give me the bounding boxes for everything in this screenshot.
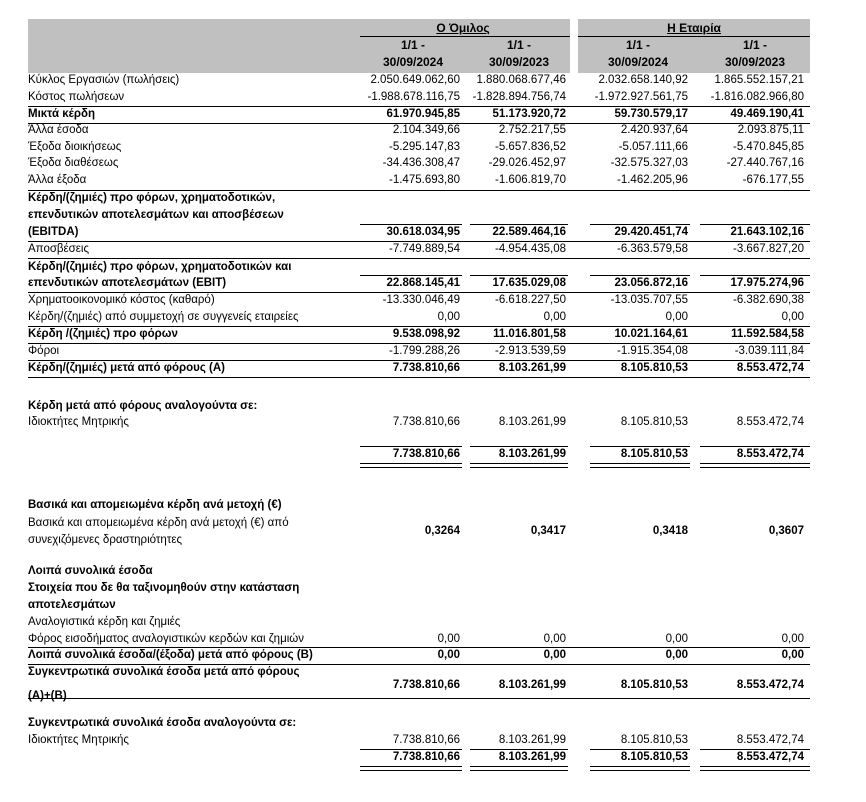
row-value: 0,00 — [781, 633, 804, 645]
row-value: 0,3607 — [768, 525, 804, 537]
row-value: -13.330.046,49 — [382, 294, 460, 306]
table-row — [0, 106, 866, 123]
row-value: 8.105.810,53 — [620, 751, 688, 763]
row-value: 2.032.658.140,92 — [598, 74, 688, 86]
table-row — [0, 647, 866, 664]
row-value: 8.105.810,53 — [620, 416, 688, 428]
row-value: 2.752.217,55 — [498, 124, 566, 136]
row-value: 1.880.068.677,46 — [476, 74, 566, 86]
row-value: 22.868.145,41 — [386, 277, 460, 289]
row-value: -1.606.819,70 — [495, 174, 566, 186]
row-value: 0,00 — [437, 311, 460, 323]
row-value: 21.643.102,16 — [730, 226, 804, 238]
row-label: Κέρδη μετά από φόρους αναλογούντα σε: — [28, 400, 258, 412]
table-row — [0, 259, 866, 276]
row-label: Λοιπά συνολικά έσοδα — [28, 565, 153, 577]
col-header-line2: 30/09/2023 — [488, 55, 550, 69]
row-value: 2.050.649.062,60 — [370, 74, 460, 86]
row-value: -5.057.111,66 — [618, 141, 688, 153]
double-rule — [360, 766, 462, 771]
rule — [28, 326, 810, 327]
row-value: -2.913.539,59 — [495, 345, 566, 357]
col-header-group-2023 — [468, 37, 570, 73]
row-value: 0,00 — [543, 311, 566, 323]
row-label: Λοιπά συνολικά έσοδα/(έξοδα) μετά από φόρους (B) — [28, 649, 313, 661]
row-value: 0,00 — [543, 633, 566, 645]
row-value: 7.738.810,66 — [392, 416, 460, 428]
col-header-group-2024 — [358, 37, 468, 73]
row-value: 0,00 — [437, 649, 460, 661]
row-label: Έξοδα διοικήσεως — [28, 141, 122, 153]
row-value: -29.026.452,97 — [488, 157, 566, 169]
row-value: 8.105.810,53 — [620, 448, 688, 460]
row-label: Κέρδη/(ζημιές) μετά από φόρους (A) — [28, 362, 225, 374]
table-row — [0, 614, 866, 631]
row-value: 2.420.937,64 — [620, 124, 688, 136]
table-row — [0, 172, 866, 189]
rule — [28, 106, 810, 107]
row-label: επενδυτικών αποτελεσμάτων και αποσβέσεων — [28, 209, 284, 221]
row-value: 8.553.472,74 — [736, 362, 804, 374]
row-value: -34.436.308,47 — [382, 157, 460, 169]
row-label: αποτελεσμάτων — [28, 599, 116, 611]
row-value: 8.103.261,99 — [498, 416, 566, 428]
col-header-line1: 1/1 - — [400, 38, 425, 52]
row-value: -1.799.288,26 — [389, 345, 460, 357]
col-header-line1: 1/1 - — [506, 38, 531, 52]
table-row — [0, 597, 866, 614]
row-label: Άλλα έσοδα — [28, 124, 89, 136]
double-rule — [470, 463, 568, 468]
double-rule — [590, 463, 690, 468]
rule — [360, 446, 462, 447]
row-label: Έξοδα διαθέσεως — [28, 157, 119, 169]
col-header-line2: 30/09/2023 — [724, 55, 786, 69]
rule — [700, 275, 810, 276]
double-rule — [700, 766, 810, 771]
row-value: 8.553.472,74 — [736, 416, 804, 428]
row-value: 0,3264 — [424, 525, 460, 537]
row-value: 8.105.810,53 — [620, 734, 688, 746]
row-value: 9.538.098,92 — [392, 328, 460, 340]
row-value: 8.105.810,53 — [620, 362, 688, 374]
table-row — [0, 732, 866, 749]
row-value: 8.103.261,99 — [498, 679, 566, 691]
table-row — [0, 275, 866, 292]
rule — [700, 749, 810, 750]
rule — [360, 224, 462, 225]
rule — [700, 446, 810, 447]
row-value: -3.667.827,20 — [733, 243, 804, 255]
table-row — [0, 360, 866, 377]
row-value: 30.618.034,95 — [386, 226, 460, 238]
row-label: επενδυτικών αποτελεσμάτων (EBIT) — [28, 277, 227, 289]
rule — [28, 343, 810, 344]
row-label: Αναλογιστικά κέρδη και ζημιές — [28, 616, 181, 628]
row-value: 8.103.261,99 — [498, 362, 566, 374]
rule — [28, 241, 810, 242]
rule — [590, 224, 690, 225]
table-row — [0, 241, 866, 258]
row-value: 17.635.029,08 — [492, 277, 566, 289]
row-value: 7.738.810,66 — [392, 362, 460, 374]
row-value: 22.589.464,16 — [492, 226, 566, 238]
double-rule — [590, 766, 690, 771]
row-value: -1.462.205,96 — [617, 174, 688, 186]
row-value: 2.093.875,11 — [737, 124, 804, 136]
row-value: 8.103.261,99 — [498, 751, 566, 763]
rule — [590, 446, 690, 447]
row-value: 0,00 — [781, 311, 804, 323]
rule — [28, 360, 810, 361]
table-row — [0, 532, 866, 549]
row-value: 7.738.810,66 — [392, 448, 460, 460]
rule — [28, 258, 810, 259]
row-value: 59.730.579,17 — [614, 108, 688, 120]
row-label: συνεχιζόμενες δραστηριότητες — [28, 534, 183, 546]
row-label: Ιδιοκτήτες Μητρικής — [28, 734, 129, 746]
row-value: 29.420.451,74 — [614, 226, 688, 238]
row-value: 0,00 — [665, 649, 688, 661]
row-value: 0,00 — [437, 633, 460, 645]
rule — [470, 446, 568, 447]
double-rule — [700, 463, 810, 468]
col-header-line2: 30/09/2024 — [607, 55, 669, 69]
table-row — [0, 343, 866, 360]
col-header-company-2024 — [588, 37, 688, 73]
table-row — [0, 563, 866, 580]
table-row — [0, 715, 866, 732]
row-value: 0,3418 — [652, 525, 688, 537]
row-label: Μικτά κέρδη — [28, 108, 95, 120]
row-value: -5.470.845,85 — [733, 141, 804, 153]
row-label: Συγκεντρωτικά συνολικά έσοδα μετά από φόρους — [28, 666, 300, 678]
row-label: Κέρδη/(ζημιές) προ φόρων, χρηματοδοτικών και — [28, 261, 292, 273]
row-label: Κύκλος Εργασιών (πωλήσεις) — [28, 74, 180, 86]
table-row — [0, 398, 866, 415]
table-row — [0, 446, 866, 463]
row-value: 8.103.261,99 — [498, 448, 566, 460]
table-row — [0, 122, 866, 139]
row-value: 17.975.274,96 — [730, 277, 804, 289]
rule — [700, 224, 810, 225]
table-row — [0, 414, 866, 431]
row-value: -7.749.889,54 — [389, 243, 460, 255]
row-value: 8.553.472,74 — [736, 448, 804, 460]
row-value: 11.592.584,58 — [731, 328, 804, 340]
table-row — [0, 139, 866, 156]
row-value: 49.469.190,41 — [730, 108, 804, 120]
row-label: Στοιχεία που δε θα ταξινομηθούν στην κατάσταση — [28, 582, 300, 594]
row-value: -3.039.111,84 — [734, 345, 804, 357]
row-value: -676.177,55 — [742, 174, 804, 186]
row-value: -5.657.836,52 — [495, 141, 566, 153]
row-label: Βασικά και απομειωμένα κέρδη ανά μετοχή (€) από — [28, 517, 289, 529]
row-label: Άλλα έξοδα — [28, 174, 87, 186]
table-row — [0, 89, 866, 106]
double-rule — [470, 766, 568, 771]
rule — [28, 698, 810, 699]
row-value: 0,3417 — [530, 525, 566, 537]
col-header-line1: 1/1 - — [742, 38, 767, 52]
col-header-line1: 1/1 - — [625, 38, 650, 52]
row-value: -32.575.327,03 — [610, 157, 688, 169]
col-header-company-2023 — [700, 37, 810, 73]
row-value: 0,00 — [665, 311, 688, 323]
row-value: -4.954.435,08 — [495, 243, 566, 255]
row-label: Κέρδη/(ζημιές) από συμμετοχή σε συγγενείς εταιρείες — [28, 311, 299, 323]
table-row — [0, 155, 866, 172]
table-row — [0, 749, 866, 766]
row-value: -13.035.707,55 — [610, 294, 688, 306]
row-value: -6.363.579,58 — [617, 243, 688, 255]
row-value: 10.021.164,61 — [614, 328, 688, 340]
row-value: -6.618.227,50 — [495, 294, 566, 306]
row-value: 2.104.349,66 — [392, 124, 460, 136]
table-row — [0, 580, 866, 597]
company-title: Η Εταιρία — [667, 21, 721, 35]
row-value: 0,00 — [543, 649, 566, 661]
row-value: -5.295.147,83 — [389, 141, 460, 153]
rule — [590, 275, 690, 276]
rule — [360, 275, 462, 276]
rule — [28, 123, 810, 124]
row-label: (EBITDA) — [28, 226, 79, 238]
row-label: Κέρδη /(ζημιές) προ φόρων — [28, 328, 178, 340]
row-value: 51.173.920,72 — [492, 108, 566, 120]
row-value: -1.828.894.756,74 — [472, 91, 566, 103]
row-value: 61.970.945,85 — [386, 108, 460, 120]
table-row — [0, 292, 866, 309]
table-row — [0, 631, 866, 648]
row-value: 11.016.801,58 — [493, 328, 566, 340]
row-label: Συγκεντρωτικά συνολικά έσοδα αναλογούντα σε: — [28, 717, 297, 729]
row-value: 1.865.552.157,21 — [714, 74, 804, 86]
rule — [28, 190, 810, 191]
table-row — [0, 326, 866, 343]
table-row — [0, 309, 866, 326]
row-label: Αποσβέσεις — [28, 243, 89, 255]
row-value: 7.738.810,66 — [392, 679, 460, 691]
row-label: Κέρδη/(ζημιές) προ φόρων, χρηματοδοτικών, — [28, 192, 276, 204]
row-label: Φόρος εισοδήματος αναλογιστικών κερδών και ζημιών — [28, 633, 304, 645]
group-title: Ο Όμιλος — [436, 21, 490, 35]
row-value: 8.553.472,74 — [736, 751, 804, 763]
row-value: -1.972.927.561,75 — [594, 91, 688, 103]
row-value: 7.738.810,66 — [392, 751, 460, 763]
row-value: 8.553.472,74 — [736, 734, 804, 746]
rule — [360, 749, 462, 750]
rule — [590, 749, 690, 750]
row-value: -27.440.767,16 — [726, 157, 804, 169]
table-row — [0, 190, 866, 207]
row-label: Χρηματοοικονομικό κόστος (καθαρό) — [28, 294, 215, 306]
row-label: Κόστος πωλήσεων — [28, 91, 125, 103]
rule — [470, 224, 568, 225]
row-value: 8.553.472,74 — [736, 679, 804, 691]
row-value: 23.056.872,16 — [614, 277, 688, 289]
row-value: 0,00 — [665, 633, 688, 645]
rule — [28, 664, 810, 665]
col-header-line2: 30/09/2024 — [382, 55, 444, 69]
row-label: Βασικά και απομειωμένα κέρδη ανά μετοχή (€) — [28, 499, 282, 511]
row-value: 0,00 — [781, 649, 804, 661]
rule — [28, 647, 810, 648]
row-value: 8.103.261,99 — [498, 734, 566, 746]
double-rule — [360, 463, 462, 468]
table-row — [0, 72, 866, 89]
row-value: -1.816.082.966,80 — [710, 91, 804, 103]
row-value: -1.988.678.116,75 — [367, 91, 460, 103]
table-row — [0, 497, 866, 514]
table-row — [0, 224, 866, 241]
rule — [470, 275, 568, 276]
row-label: Φόροι — [28, 345, 60, 357]
row-label: (A)+(B) — [28, 690, 67, 702]
row-value: -6.382.690,38 — [733, 294, 804, 306]
row-label: Ιδιοκτήτες Μητρικής — [28, 416, 129, 428]
table-row — [0, 207, 866, 224]
rule — [28, 292, 810, 293]
row-value: 7.738.810,66 — [392, 734, 460, 746]
rule — [470, 749, 568, 750]
table-row — [0, 688, 866, 705]
row-value: -1.915.354,08 — [617, 345, 688, 357]
row-value: 8.105.810,53 — [620, 679, 688, 691]
rule — [28, 377, 810, 378]
row-value: -1.475.693,80 — [389, 174, 460, 186]
